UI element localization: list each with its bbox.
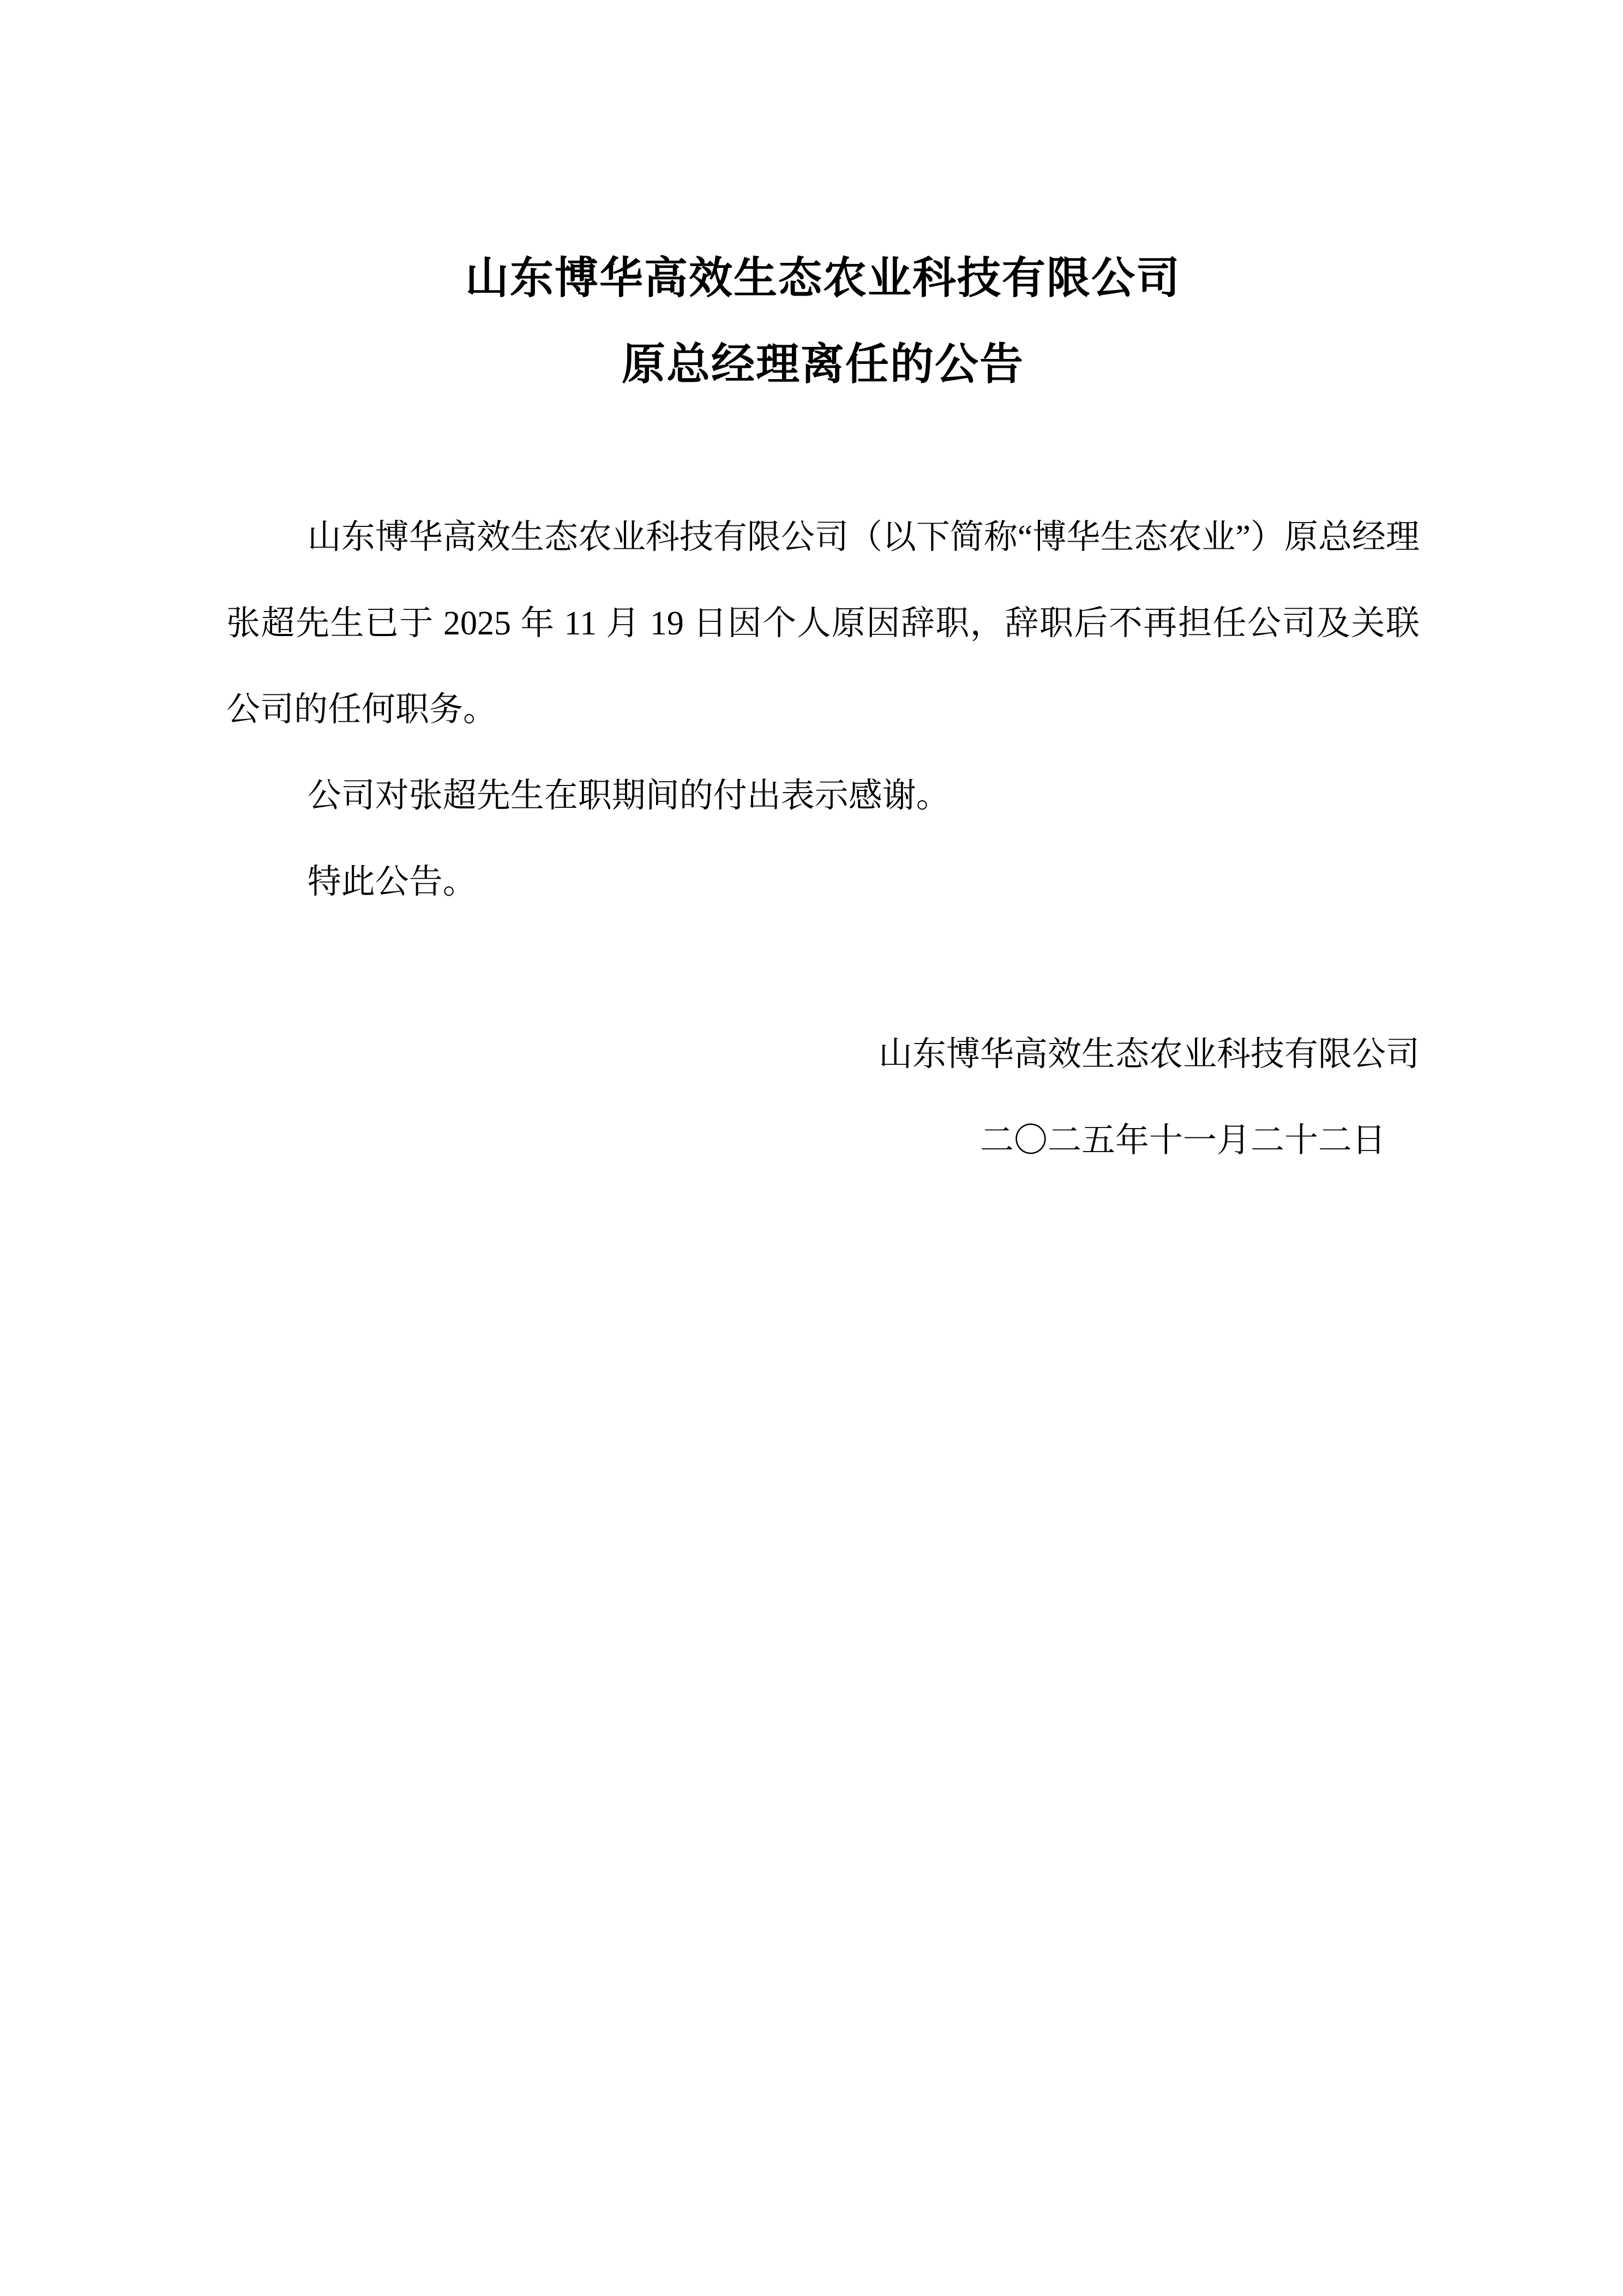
document-body — [226, 494, 1420, 925]
signature-company-name: 山东博华高效生态农业科技有限公司 — [878, 1036, 1420, 1073]
document-content — [226, 236, 1420, 2296]
signature-block — [226, 1011, 1420, 1184]
paragraph-resignation-notice: 山东博华高效生态农业科技有限公司（以下简称“博华生态农业”）原总经理张超先生已于 2025 年 11 月 19 日因个人原因辞职，辞职后不再担任公司及关联公司的任何职务。 — [226, 519, 1420, 728]
document-title-subject: 原总经理离任的公告 — [622, 341, 1024, 389]
signature-date: 二〇二五年十一月二十二日 — [979, 1122, 1386, 1159]
paragraph-closing: 特此公告。 — [307, 864, 477, 901]
paragraph-gratitude: 公司对张超先生在职期间的付出表示感谢。 — [307, 777, 950, 814]
document-title-company: 山东博华高效生态农业科技有限公司 — [465, 255, 1181, 303]
